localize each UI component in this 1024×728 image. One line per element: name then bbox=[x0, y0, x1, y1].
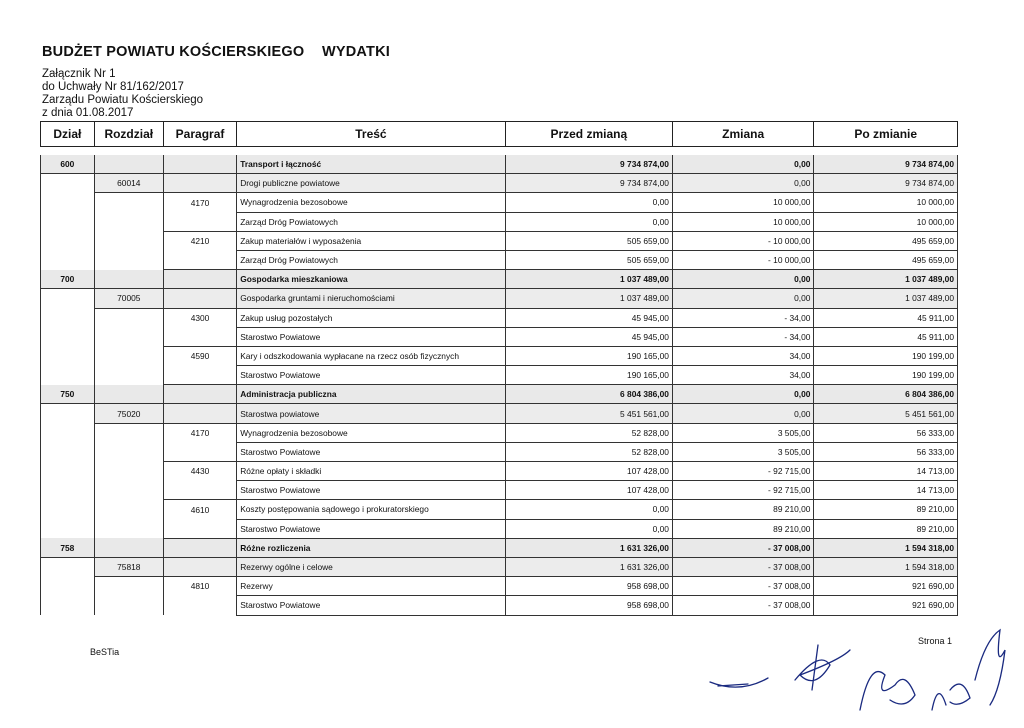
table-row bbox=[41, 346, 958, 365]
cell-po: 190 199,00 bbox=[814, 366, 958, 385]
cell-zmiana: 10 000,00 bbox=[672, 193, 813, 212]
col-header-zmiana: Zmiana bbox=[672, 122, 813, 147]
cell-rozdzial bbox=[94, 385, 163, 404]
table-row bbox=[41, 596, 958, 615]
cell-po: 14 713,00 bbox=[814, 462, 958, 481]
cell-przed: 0,00 bbox=[505, 212, 672, 231]
cell-tresc: Starostwo Powiatowe bbox=[237, 596, 505, 615]
cell-rozdzial: 70005 bbox=[94, 289, 163, 308]
cell-po: 1 594 318,00 bbox=[814, 557, 958, 576]
budget-table bbox=[40, 121, 958, 616]
cell-dzial bbox=[41, 231, 95, 250]
cell-dzial bbox=[41, 346, 95, 365]
cell-paragraf: 4430 bbox=[163, 462, 236, 481]
cell-zmiana: 0,00 bbox=[672, 404, 813, 423]
table-row bbox=[41, 155, 958, 174]
cell-paragraf bbox=[163, 596, 236, 615]
cell-tresc: Transport i łączność bbox=[237, 155, 505, 174]
table-row bbox=[41, 538, 958, 557]
section-title: WYDATKI bbox=[322, 44, 390, 60]
col-header-przed: Przed zmianą bbox=[505, 122, 672, 147]
table-row bbox=[41, 481, 958, 500]
cell-rozdzial bbox=[94, 423, 163, 442]
cell-tresc: Wynagrodzenia bezosobowe bbox=[237, 423, 505, 442]
cell-tresc: Starostwa powiatowe bbox=[237, 404, 505, 423]
table-row bbox=[41, 423, 958, 442]
cell-zmiana: 3 505,00 bbox=[672, 423, 813, 442]
signature-1 bbox=[710, 678, 768, 687]
cell-dzial bbox=[41, 212, 95, 231]
cell-dzial bbox=[41, 442, 95, 461]
cell-zmiana: - 34,00 bbox=[672, 308, 813, 327]
cell-paragraf bbox=[163, 327, 236, 346]
cell-przed: 5 451 561,00 bbox=[505, 404, 672, 423]
table-row bbox=[41, 519, 958, 538]
cell-rozdzial bbox=[94, 327, 163, 346]
cell-po: 1 037 489,00 bbox=[814, 270, 958, 289]
software-label: BeSTia bbox=[90, 647, 120, 657]
cell-paragraf bbox=[163, 250, 236, 269]
cell-po: 56 333,00 bbox=[814, 442, 958, 461]
cell-paragraf: 4590 bbox=[163, 346, 236, 365]
cell-dzial bbox=[41, 519, 95, 538]
cell-paragraf bbox=[163, 404, 236, 423]
cell-rozdzial bbox=[94, 231, 163, 250]
cell-po: 495 659,00 bbox=[814, 231, 958, 250]
cell-tresc: Rezerwy bbox=[237, 577, 505, 596]
cell-paragraf: 4610 bbox=[163, 500, 236, 519]
table-row bbox=[41, 327, 958, 346]
cell-po: 1 037 489,00 bbox=[814, 289, 958, 308]
cell-po: 10 000,00 bbox=[814, 193, 958, 212]
cell-tresc: Administracja publiczna bbox=[237, 385, 505, 404]
cell-zmiana: 0,00 bbox=[672, 174, 813, 193]
cell-paragraf bbox=[163, 519, 236, 538]
table-row bbox=[41, 212, 958, 231]
cell-rozdzial: 75020 bbox=[94, 404, 163, 423]
cell-przed: 1 631 326,00 bbox=[505, 538, 672, 557]
cell-rozdzial bbox=[94, 519, 163, 538]
cell-tresc: Zarząd Dróg Powiatowych bbox=[237, 250, 505, 269]
table-row bbox=[41, 366, 958, 385]
cell-przed: 958 698,00 bbox=[505, 577, 672, 596]
cell-tresc: Starostwo Powiatowe bbox=[237, 327, 505, 346]
cell-po: 495 659,00 bbox=[814, 250, 958, 269]
cell-rozdzial bbox=[94, 500, 163, 519]
cell-paragraf bbox=[163, 442, 236, 461]
cell-przed: 190 165,00 bbox=[505, 366, 672, 385]
table-row bbox=[41, 404, 958, 423]
cell-tresc: Kary i odszkodowania wypłacane na rzecz osób fizycznych bbox=[237, 346, 505, 365]
cell-przed: 1 037 489,00 bbox=[505, 270, 672, 289]
cell-dzial bbox=[41, 462, 95, 481]
cell-dzial bbox=[41, 193, 95, 212]
cell-przed: 505 659,00 bbox=[505, 250, 672, 269]
cell-tresc: Różne opłaty i składki bbox=[237, 462, 505, 481]
signature-4 bbox=[932, 684, 970, 710]
cell-tresc: Rezerwy ogólne i celowe bbox=[237, 557, 505, 576]
cell-dzial bbox=[41, 327, 95, 346]
cell-zmiana: 0,00 bbox=[672, 155, 813, 174]
cell-przed: 190 165,00 bbox=[505, 346, 672, 365]
cell-paragraf bbox=[163, 366, 236, 385]
cell-przed: 0,00 bbox=[505, 519, 672, 538]
cell-po: 45 911,00 bbox=[814, 308, 958, 327]
cell-rozdzial: 60014 bbox=[94, 174, 163, 193]
cell-paragraf bbox=[163, 557, 236, 576]
cell-tresc: Starostwo Powiatowe bbox=[237, 519, 505, 538]
cell-dzial bbox=[41, 481, 95, 500]
cell-dzial bbox=[41, 557, 95, 576]
col-header-po: Po zmianie bbox=[814, 122, 958, 147]
signature-5 bbox=[975, 630, 1005, 705]
cell-dzial bbox=[41, 289, 95, 308]
cell-rozdzial bbox=[94, 308, 163, 327]
document-title: BUDŻET POWIATU KOŚCIERSKIEGO bbox=[42, 44, 305, 60]
cell-przed: 45 945,00 bbox=[505, 308, 672, 327]
cell-paragraf: 4170 bbox=[163, 423, 236, 442]
cell-zmiana: - 37 008,00 bbox=[672, 557, 813, 576]
cell-rozdzial bbox=[94, 155, 163, 174]
cell-paragraf bbox=[163, 270, 236, 289]
cell-po: 1 594 318,00 bbox=[814, 538, 958, 557]
cell-po: 921 690,00 bbox=[814, 596, 958, 615]
cell-zmiana: 0,00 bbox=[672, 385, 813, 404]
table-row bbox=[41, 442, 958, 461]
col-header-paragraf: Paragraf bbox=[163, 122, 236, 147]
cell-dzial bbox=[41, 577, 95, 596]
cell-przed: 0,00 bbox=[505, 500, 672, 519]
date-line: z dnia 01.08.2017 bbox=[42, 107, 134, 119]
cell-tresc: Zarząd Dróg Powiatowych bbox=[237, 212, 505, 231]
cell-zmiana: - 37 008,00 bbox=[672, 538, 813, 557]
cell-przed: 52 828,00 bbox=[505, 442, 672, 461]
cell-zmiana: 0,00 bbox=[672, 289, 813, 308]
cell-zmiana: 34,00 bbox=[672, 366, 813, 385]
cell-rozdzial bbox=[94, 212, 163, 231]
table-row bbox=[41, 577, 958, 596]
col-header-dzial: Dział bbox=[41, 122, 95, 147]
cell-przed: 107 428,00 bbox=[505, 462, 672, 481]
cell-paragraf: 4810 bbox=[163, 577, 236, 596]
cell-zmiana: 10 000,00 bbox=[672, 212, 813, 231]
cell-zmiana: - 37 008,00 bbox=[672, 577, 813, 596]
signature-2 bbox=[795, 645, 850, 690]
table-row bbox=[41, 500, 958, 519]
cell-po: 6 804 386,00 bbox=[814, 385, 958, 404]
cell-zmiana: 89 210,00 bbox=[672, 500, 813, 519]
cell-paragraf bbox=[163, 538, 236, 557]
signature-3 bbox=[860, 672, 915, 710]
table-row bbox=[41, 385, 958, 404]
cell-zmiana: 0,00 bbox=[672, 270, 813, 289]
cell-paragraf: 4210 bbox=[163, 231, 236, 250]
header-spacer bbox=[41, 147, 958, 156]
cell-po: 9 734 874,00 bbox=[814, 155, 958, 174]
cell-zmiana: 89 210,00 bbox=[672, 519, 813, 538]
cell-rozdzial bbox=[94, 481, 163, 500]
cell-po: 190 199,00 bbox=[814, 346, 958, 365]
cell-tresc: Starostwo Powiatowe bbox=[237, 442, 505, 461]
cell-dzial bbox=[41, 404, 95, 423]
cell-przed: 9 734 874,00 bbox=[505, 155, 672, 174]
cell-tresc: Zakup materiałów i wyposażenia bbox=[237, 231, 505, 250]
table-row bbox=[41, 557, 958, 576]
board-line: Zarządu Powiatu Kościerskiego bbox=[42, 94, 204, 106]
cell-rozdzial: 75818 bbox=[94, 557, 163, 576]
cell-rozdzial bbox=[94, 250, 163, 269]
cell-dzial: 750 bbox=[41, 385, 95, 404]
cell-paragraf bbox=[163, 155, 236, 174]
cell-zmiana: - 37 008,00 bbox=[672, 596, 813, 615]
cell-po: 14 713,00 bbox=[814, 481, 958, 500]
cell-po: 9 734 874,00 bbox=[814, 174, 958, 193]
cell-rozdzial bbox=[94, 366, 163, 385]
page-number: Strona 1 bbox=[918, 636, 953, 646]
cell-dzial: 700 bbox=[41, 270, 95, 289]
cell-tresc: Koszty postępowania sądowego i prokuratorskiego bbox=[237, 500, 505, 519]
cell-przed: 107 428,00 bbox=[505, 481, 672, 500]
cell-rozdzial bbox=[94, 577, 163, 596]
cell-paragraf bbox=[163, 289, 236, 308]
cell-dzial bbox=[41, 366, 95, 385]
signatures-image bbox=[700, 620, 1020, 725]
table-row bbox=[41, 308, 958, 327]
cell-dzial: 758 bbox=[41, 538, 95, 557]
cell-przed: 45 945,00 bbox=[505, 327, 672, 346]
cell-zmiana: - 92 715,00 bbox=[672, 462, 813, 481]
cell-po: 89 210,00 bbox=[814, 519, 958, 538]
cell-dzial bbox=[41, 308, 95, 327]
cell-dzial: 600 bbox=[41, 155, 95, 174]
cell-zmiana: 3 505,00 bbox=[672, 442, 813, 461]
table-row bbox=[41, 462, 958, 481]
cell-tresc: Starostwo Powiatowe bbox=[237, 366, 505, 385]
cell-przed: 52 828,00 bbox=[505, 423, 672, 442]
cell-dzial bbox=[41, 596, 95, 615]
attachment-line: Załącznik Nr 1 bbox=[42, 68, 116, 80]
cell-tresc: Gospodarka gruntami i nieruchomościami bbox=[237, 289, 505, 308]
cell-paragraf bbox=[163, 481, 236, 500]
table-body bbox=[41, 155, 958, 615]
cell-tresc: Starostwo Powiatowe bbox=[237, 481, 505, 500]
col-header-rozdzial: Rozdział bbox=[94, 122, 163, 147]
cell-przed: 958 698,00 bbox=[505, 596, 672, 615]
cell-paragraf bbox=[163, 385, 236, 404]
cell-przed: 1 631 326,00 bbox=[505, 557, 672, 576]
cell-tresc: Różne rozliczenia bbox=[237, 538, 505, 557]
cell-przed: 0,00 bbox=[505, 193, 672, 212]
cell-rozdzial bbox=[94, 346, 163, 365]
cell-paragraf bbox=[163, 174, 236, 193]
table-header-row bbox=[41, 122, 958, 147]
cell-po: 89 210,00 bbox=[814, 500, 958, 519]
cell-paragraf: 4170 bbox=[163, 193, 236, 212]
cell-po: 56 333,00 bbox=[814, 423, 958, 442]
cell-po: 5 451 561,00 bbox=[814, 404, 958, 423]
table-row bbox=[41, 289, 958, 308]
table-row bbox=[41, 193, 958, 212]
table-row bbox=[41, 270, 958, 289]
cell-zmiana: - 92 715,00 bbox=[672, 481, 813, 500]
cell-zmiana: - 10 000,00 bbox=[672, 250, 813, 269]
resolution-line: do Uchwały Nr 81/162/2017 bbox=[42, 81, 184, 93]
cell-tresc: Gospodarka mieszkaniowa bbox=[237, 270, 505, 289]
cell-dzial bbox=[41, 174, 95, 193]
col-header-tresc: Treść bbox=[237, 122, 505, 147]
cell-tresc: Zakup usług pozostałych bbox=[237, 308, 505, 327]
cell-po: 45 911,00 bbox=[814, 327, 958, 346]
cell-zmiana: - 34,00 bbox=[672, 327, 813, 346]
cell-tresc: Drogi publiczne powiatowe bbox=[237, 174, 505, 193]
cell-zmiana: - 10 000,00 bbox=[672, 231, 813, 250]
cell-rozdzial bbox=[94, 193, 163, 212]
cell-po: 921 690,00 bbox=[814, 577, 958, 596]
cell-paragraf: 4300 bbox=[163, 308, 236, 327]
table-row bbox=[41, 174, 958, 193]
cell-zmiana: 34,00 bbox=[672, 346, 813, 365]
cell-przed: 505 659,00 bbox=[505, 231, 672, 250]
cell-rozdzial bbox=[94, 462, 163, 481]
cell-rozdzial bbox=[94, 538, 163, 557]
cell-rozdzial bbox=[94, 596, 163, 615]
cell-przed: 1 037 489,00 bbox=[505, 289, 672, 308]
cell-rozdzial bbox=[94, 442, 163, 461]
cell-przed: 6 804 386,00 bbox=[505, 385, 672, 404]
cell-dzial bbox=[41, 250, 95, 269]
cell-przed: 9 734 874,00 bbox=[505, 174, 672, 193]
cell-dzial bbox=[41, 500, 95, 519]
cell-dzial bbox=[41, 423, 95, 442]
table-row bbox=[41, 231, 958, 250]
table-row bbox=[41, 250, 958, 269]
cell-paragraf bbox=[163, 212, 236, 231]
cell-po: 10 000,00 bbox=[814, 212, 958, 231]
cell-tresc: Wynagrodzenia bezosobowe bbox=[237, 193, 505, 212]
cell-rozdzial bbox=[94, 270, 163, 289]
